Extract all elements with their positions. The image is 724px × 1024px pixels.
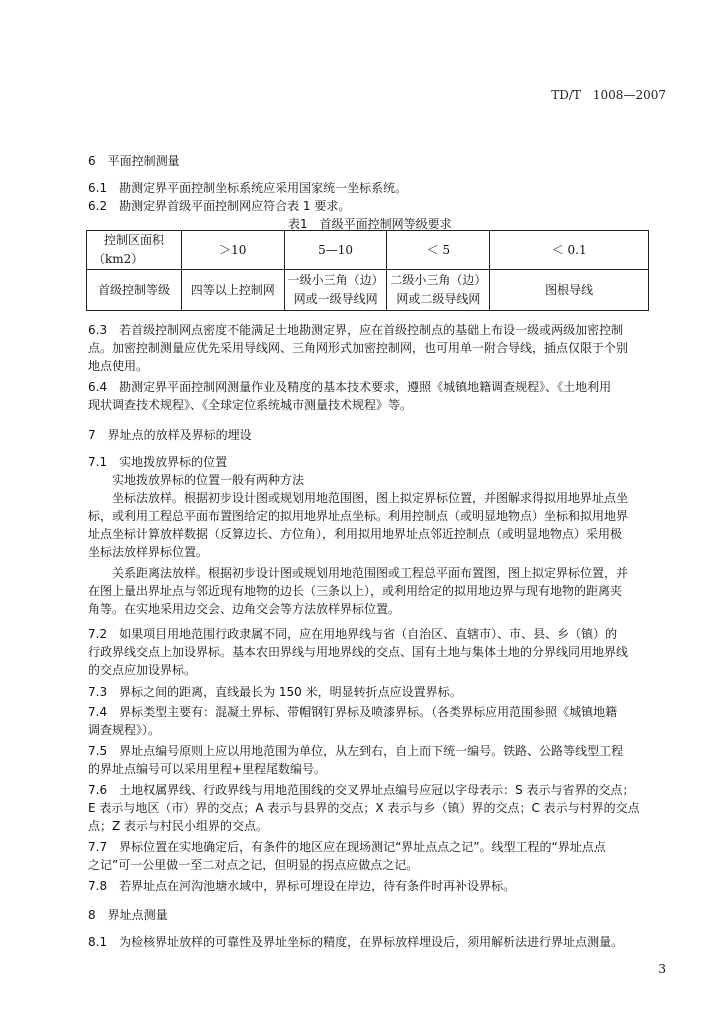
grade-line: 一级小三角（边）: [287, 273, 384, 287]
clause-6-3-line: 6.3 若首级控制网点密度不能满足土地勘测定界，应在首级控制点的基础上布设一级或两级加密控制: [88, 323, 624, 337]
table-header-row: [87, 231, 649, 270]
section-6-heading: 6 平面控制测量: [88, 154, 180, 168]
grade-line: 网或二级导线网: [396, 292, 481, 306]
grade-line: 二级小三角（边）: [390, 273, 487, 287]
section-7-heading: 7 界址点的放样及界标的埋设: [88, 428, 252, 442]
standard-number: TD/T 1008—2007: [551, 88, 666, 102]
section-8-heading: 8 界址点测量: [88, 908, 168, 922]
clause-6-3-line: 点。加密控制测量应优先采用导线网、三角网形式加密控制网，也可用单一附合导线，插点仅限于个别: [88, 341, 629, 355]
clause-7-8: 7.8 若界址点在河沟池塘水域中，界标可埋设在岸边，待有条件时再补设界标。: [88, 879, 516, 893]
grade-cell: [387, 270, 490, 311]
grade-cell: [284, 270, 387, 311]
range-cell: ＜ 5: [387, 231, 490, 270]
clause-7-3: 7.3 界标之间的距离，直线最长为 150 米，明显转折点应设置界标。: [88, 685, 462, 699]
range-cell: ＞10: [181, 231, 284, 270]
grade-cell: 四等以上控制网: [181, 270, 284, 311]
clause-7-1-intro: 实地拨放界标的位置一般有两种方法: [112, 473, 305, 487]
clause-7-5-line: 7.5 界址点编号原则上应以用地范围为单位，从左到右，自上而下统一编号。铁路、公路等线型工程: [88, 744, 624, 758]
distance-method-line: 在图上量出界址点与邻近现有地物的边长（三条以上），或利用给定的拟用地边界与现有地物的距离夹: [88, 584, 623, 598]
coordinate-method-line: 址点坐标计算放样数据（反算边长、方位角），利用拟用地界址点邻近控制点（或明显地物点）采用极: [88, 527, 623, 541]
control-network-table: [86, 230, 649, 311]
clause-7-6-line: 点；Z 表示与村民小组界的交点。: [88, 819, 269, 833]
clause-6-4-line: 现状调查技术规程》、《全球定位系统城市测量技术规程》等。: [88, 398, 413, 412]
clause-8-1: 8.1 为检核界址放样的可靠性及界址坐标的精度，在界标放样埋设后，须用解析法进行界址点测量。: [88, 935, 624, 949]
clause-7-5-line: 的界址点编号可以采用里程+里程尾数编号。: [88, 762, 327, 776]
area-header-label: 控制区面积: [103, 233, 164, 247]
clause-7-6-line: 7.6 土地权属界线、行政界线与用地范围线的交叉界址点编号应冠以字母表示：S 表示与省界的交点；: [88, 783, 635, 797]
distance-method-line: 角等。在实地采用边交会、边角交会等方法放样界标位置。: [88, 602, 401, 616]
grade-line: 网或一级导线网: [293, 292, 378, 306]
table-caption: 表1 首级平面控制网等级要求: [288, 217, 452, 231]
distance-method-line: 关系距离法放样。根据初步设计图或规划用地范围图或工程总平面布置图，图上拟定界标位置，并: [112, 566, 629, 580]
grade-cell: 图根导线: [490, 270, 649, 311]
area-header-cell: [87, 231, 182, 270]
coordinate-method-line: 坐标法放样。根据初步设计图或规划用地范围图，图上拟定界标位置，并图解求得拟用地界址点坐: [112, 491, 629, 505]
clause-7-4-line: 7.4 界标类型主要有：混凝土界标、带帽钢钉界标及喷漆界标。（各类界标应用范围参照《城镇地籍: [88, 705, 618, 719]
coordinate-method-line: 坐标法放样界标位置。: [88, 545, 209, 559]
clause-7-2-line: 的交点应加设界标。: [88, 663, 197, 677]
page-number: 3: [658, 962, 666, 976]
clause-7-2-line: 行政界线交点上加设界标。基本农田界线与用地界线的交点、国有土地与集体土地的分界线同用地界线: [88, 645, 629, 659]
clause-6-1: 6.1 勘测定界平面控制坐标系统应采用国家统一坐标系统。: [88, 181, 408, 195]
area-header-unit: （km2）: [93, 252, 144, 266]
clause-7-2-line: 7.2 如果项目用地范围行政隶属不同，应在用地界线与省（自治区、直辖市）、市、县、乡（镇）的: [88, 627, 618, 641]
range-cell: 5—10: [284, 231, 387, 270]
clause-7-1-heading: 7.1 实地拨放界标的位置: [88, 455, 228, 469]
clause-7-7-line: 7.7 界标位置在实地确定后，有条件的地区应在现场测记“界址点点之记”。线型工程的“界址点点: [88, 840, 606, 854]
clause-6-3-line: 地点使用。: [88, 359, 149, 373]
clause-7-4-line: 调查规程》）。: [88, 723, 161, 737]
clause-7-7-line: 之记”可一公里做一至二对点之记，但明显的拐点应做点之记。: [88, 858, 419, 872]
clause-6-4-line: 6.4 勘测定界平面控制网测量作业及精度的基本技术要求，遵照《城镇地籍调查规程》、《土地利用: [88, 380, 612, 394]
table-body-row: [87, 270, 649, 311]
clause-6-2: 6.2 勘测定界首级平面控制网应符合表 1 要求。: [88, 199, 351, 213]
range-cell: ＜ 0.1: [490, 231, 649, 270]
clause-7-6-line: E 表示与地区（市）界的交点；A 表示与县界的交点；X 表示与乡（镇）界的交点；C 表示与村界的交点: [88, 801, 640, 815]
coordinate-method-line: 标，或利用工程总平面布置图给定的拟用地界址点坐标。利用控制点（或明显地物点）坐标和拟用地界: [88, 509, 629, 523]
row-label-cell: 首级控制等级: [87, 270, 182, 311]
